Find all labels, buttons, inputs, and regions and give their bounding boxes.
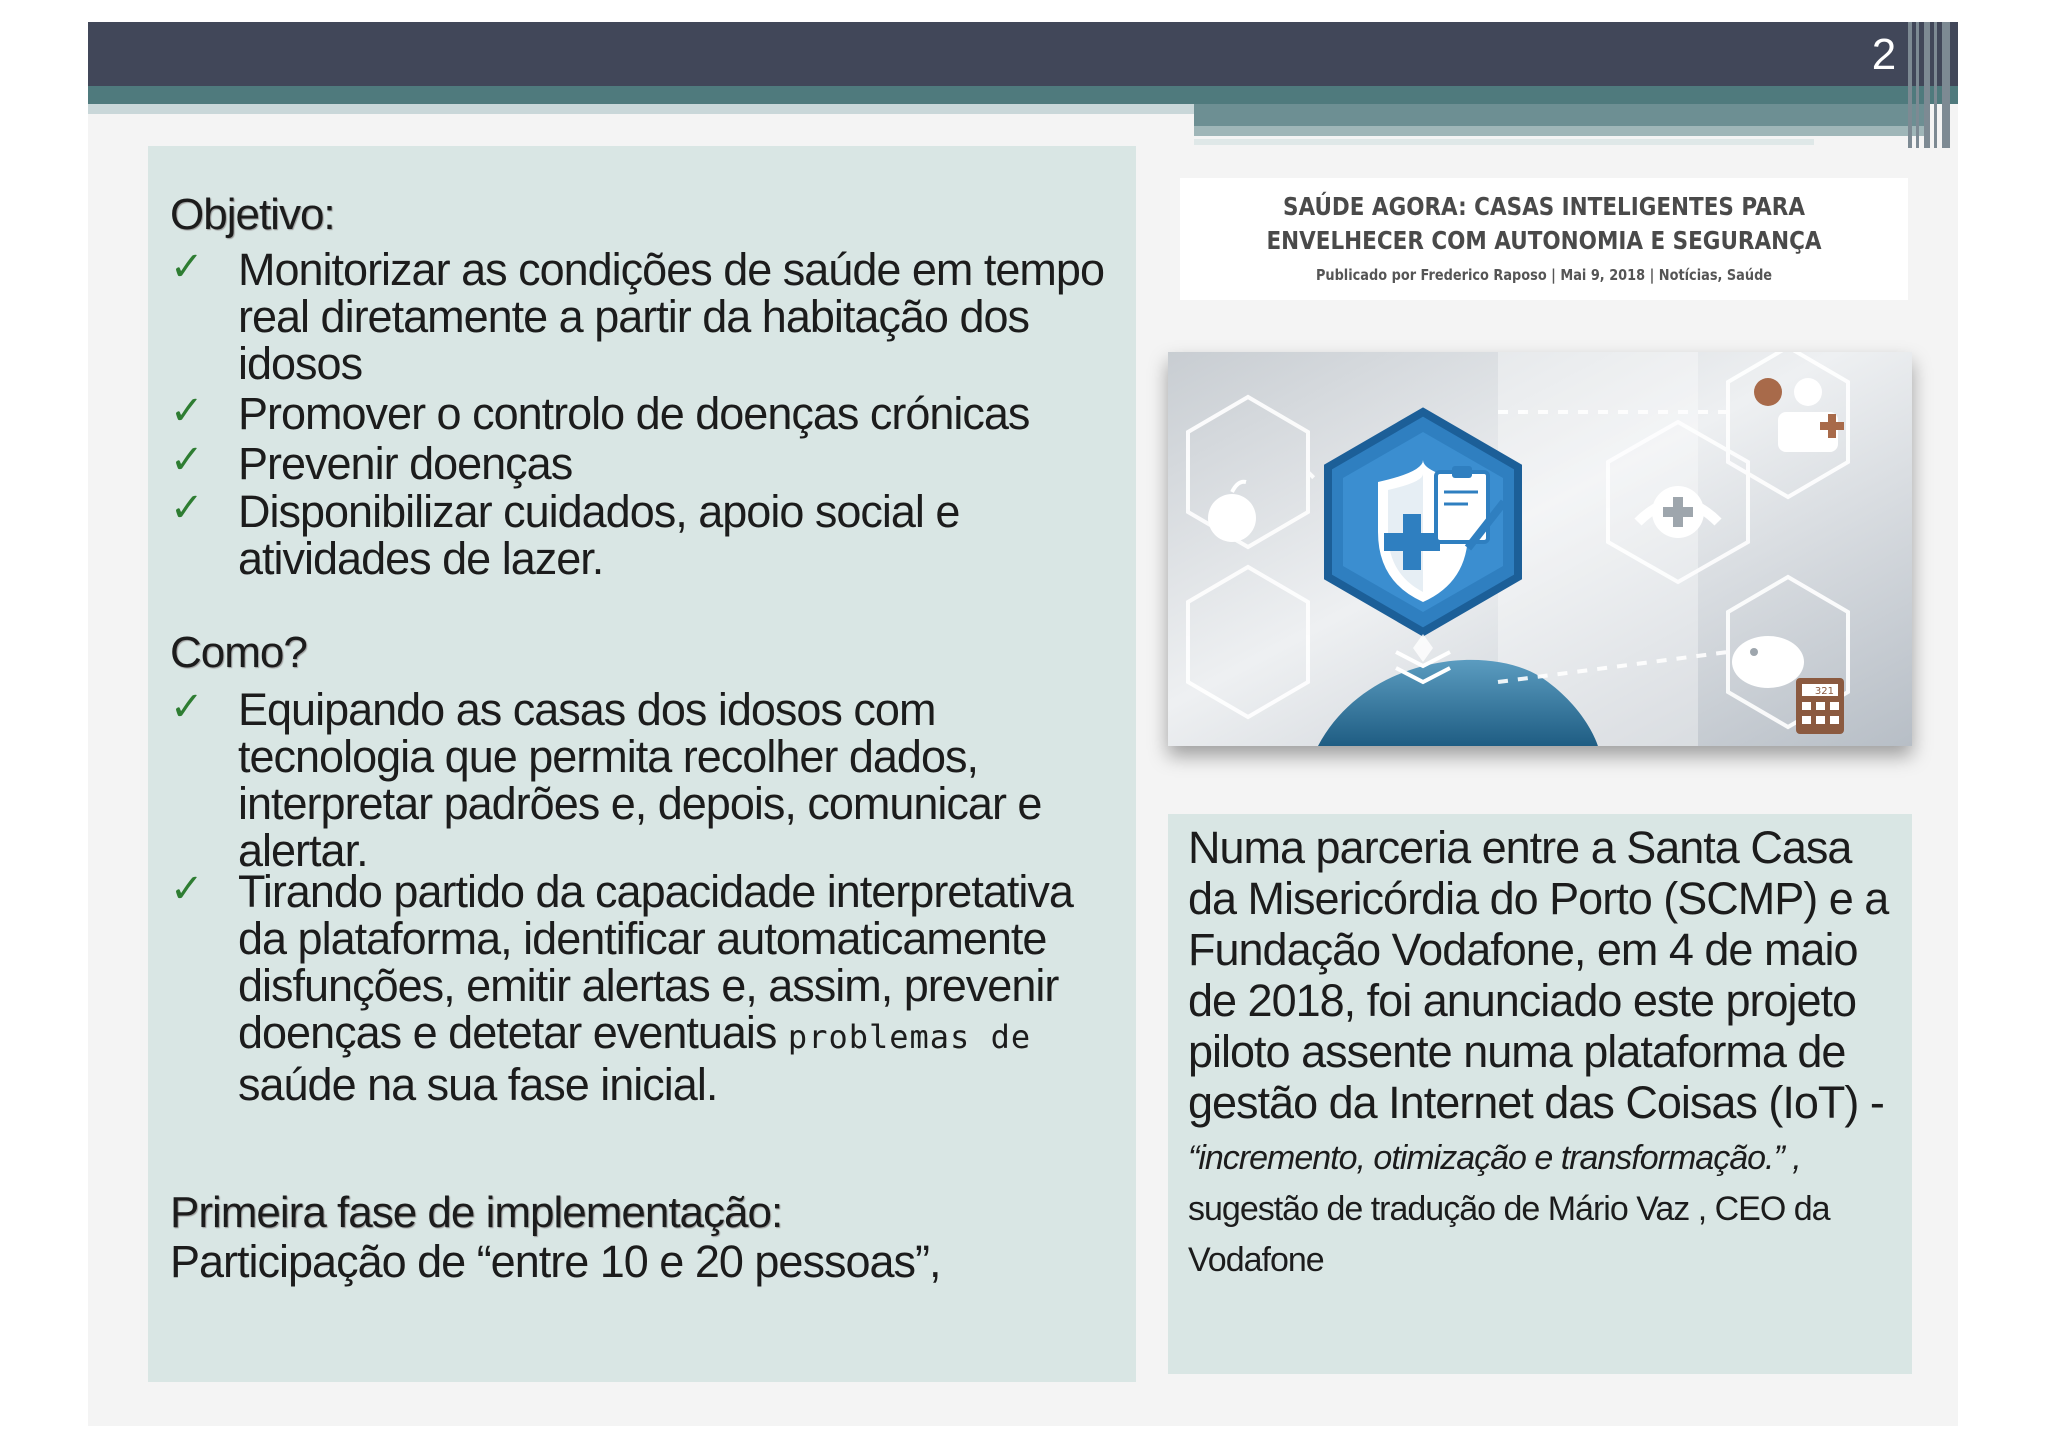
objetivo-heading: Objetivo: — [170, 190, 335, 239]
calculator-display: 321 — [1814, 686, 1834, 697]
partnership-text — [1188, 822, 1908, 1281]
header-line — [1194, 139, 1814, 145]
como-item-2 — [238, 868, 1098, 1108]
health-technology-illustration — [1168, 352, 1912, 746]
slide — [88, 22, 1958, 1426]
objetivo-item-4: Disponibilizar cuidados, apoio social e atividades de lazer. — [238, 486, 960, 584]
como-item-2-part-c: saúde na sua fase inicial. — [238, 1059, 718, 1110]
piggy-bank-icon — [1732, 636, 1804, 688]
fase-text: Participação de “entre 10 e 20 pessoas”, — [170, 1236, 941, 1287]
header-vertical-bars — [1908, 22, 1954, 148]
ceo-quote: “incremento, otimização e transformação.” , — [1188, 1139, 1801, 1177]
header-accent-band — [88, 86, 1958, 104]
header-right-band — [1194, 104, 1924, 126]
objetivo-item-1: Monitorizar as condições de saúde em tempo real diretamente a partir da habitação dos idosos — [238, 244, 1104, 389]
header-right-band-light — [1194, 126, 1924, 136]
header-band — [88, 22, 1958, 86]
fase-heading: Primeira fase de implementação: — [170, 1188, 783, 1237]
partnership-paragraph: Numa parceria entre a Santa Casa da Misericórdia do Porto (SCMP) e a Fundação Vodafone, em 4 de maio de 2018, foi anunciado este projeto piloto assente numa plataforma de gestão da Internet das Coisas (IoT) - — [1188, 822, 1889, 1128]
article-title: SAÚDE AGORA: CASAS INTELIGENTES PARA ENVELHECER COM AUTONOMIA E SEGURANÇA — [1266, 192, 1822, 255]
header-light-band — [88, 104, 1194, 114]
check-icon: ✓ — [170, 685, 204, 729]
como-heading: Como? — [170, 628, 307, 677]
como-item-2-part-a: Tirando partido da capacidade interpretativa da plataforma, identificar automaticamente disfunções, emitir alertas e, assim, prevenir doenças e detetar eventuais — [238, 866, 1073, 1058]
article-meta: Publicado por Frederico Raposo | Mai 9, 2018 | Notícias, Saúde — [1315, 266, 1773, 284]
como-item-2-part-b: problemas de — [787, 1018, 1032, 1056]
health-technology-image — [1168, 352, 1912, 746]
objetivo-item-3: Prevenir doenças — [238, 438, 573, 489]
quote-attribution: sugestão de tradução de Mário Vaz , CEO da Vodafone — [1188, 1190, 1830, 1279]
check-icon: ✓ — [170, 486, 204, 530]
objetivo-item-2: Promover o controlo de doenças crónicas — [238, 388, 1030, 439]
check-icon: ✓ — [170, 867, 204, 911]
article-header-card — [1180, 178, 1908, 300]
check-icon: ✓ — [170, 438, 204, 482]
check-icon: ✓ — [170, 389, 204, 433]
como-item-1: Equipando as casas dos idosos com tecnologia que permita recolher dados, interpretar padrões e, depois, comunicar e alertar. — [238, 684, 1042, 876]
page-number: 2 — [1871, 30, 1897, 79]
calculator-icon — [1796, 678, 1844, 734]
check-icon: ✓ — [170, 245, 204, 289]
